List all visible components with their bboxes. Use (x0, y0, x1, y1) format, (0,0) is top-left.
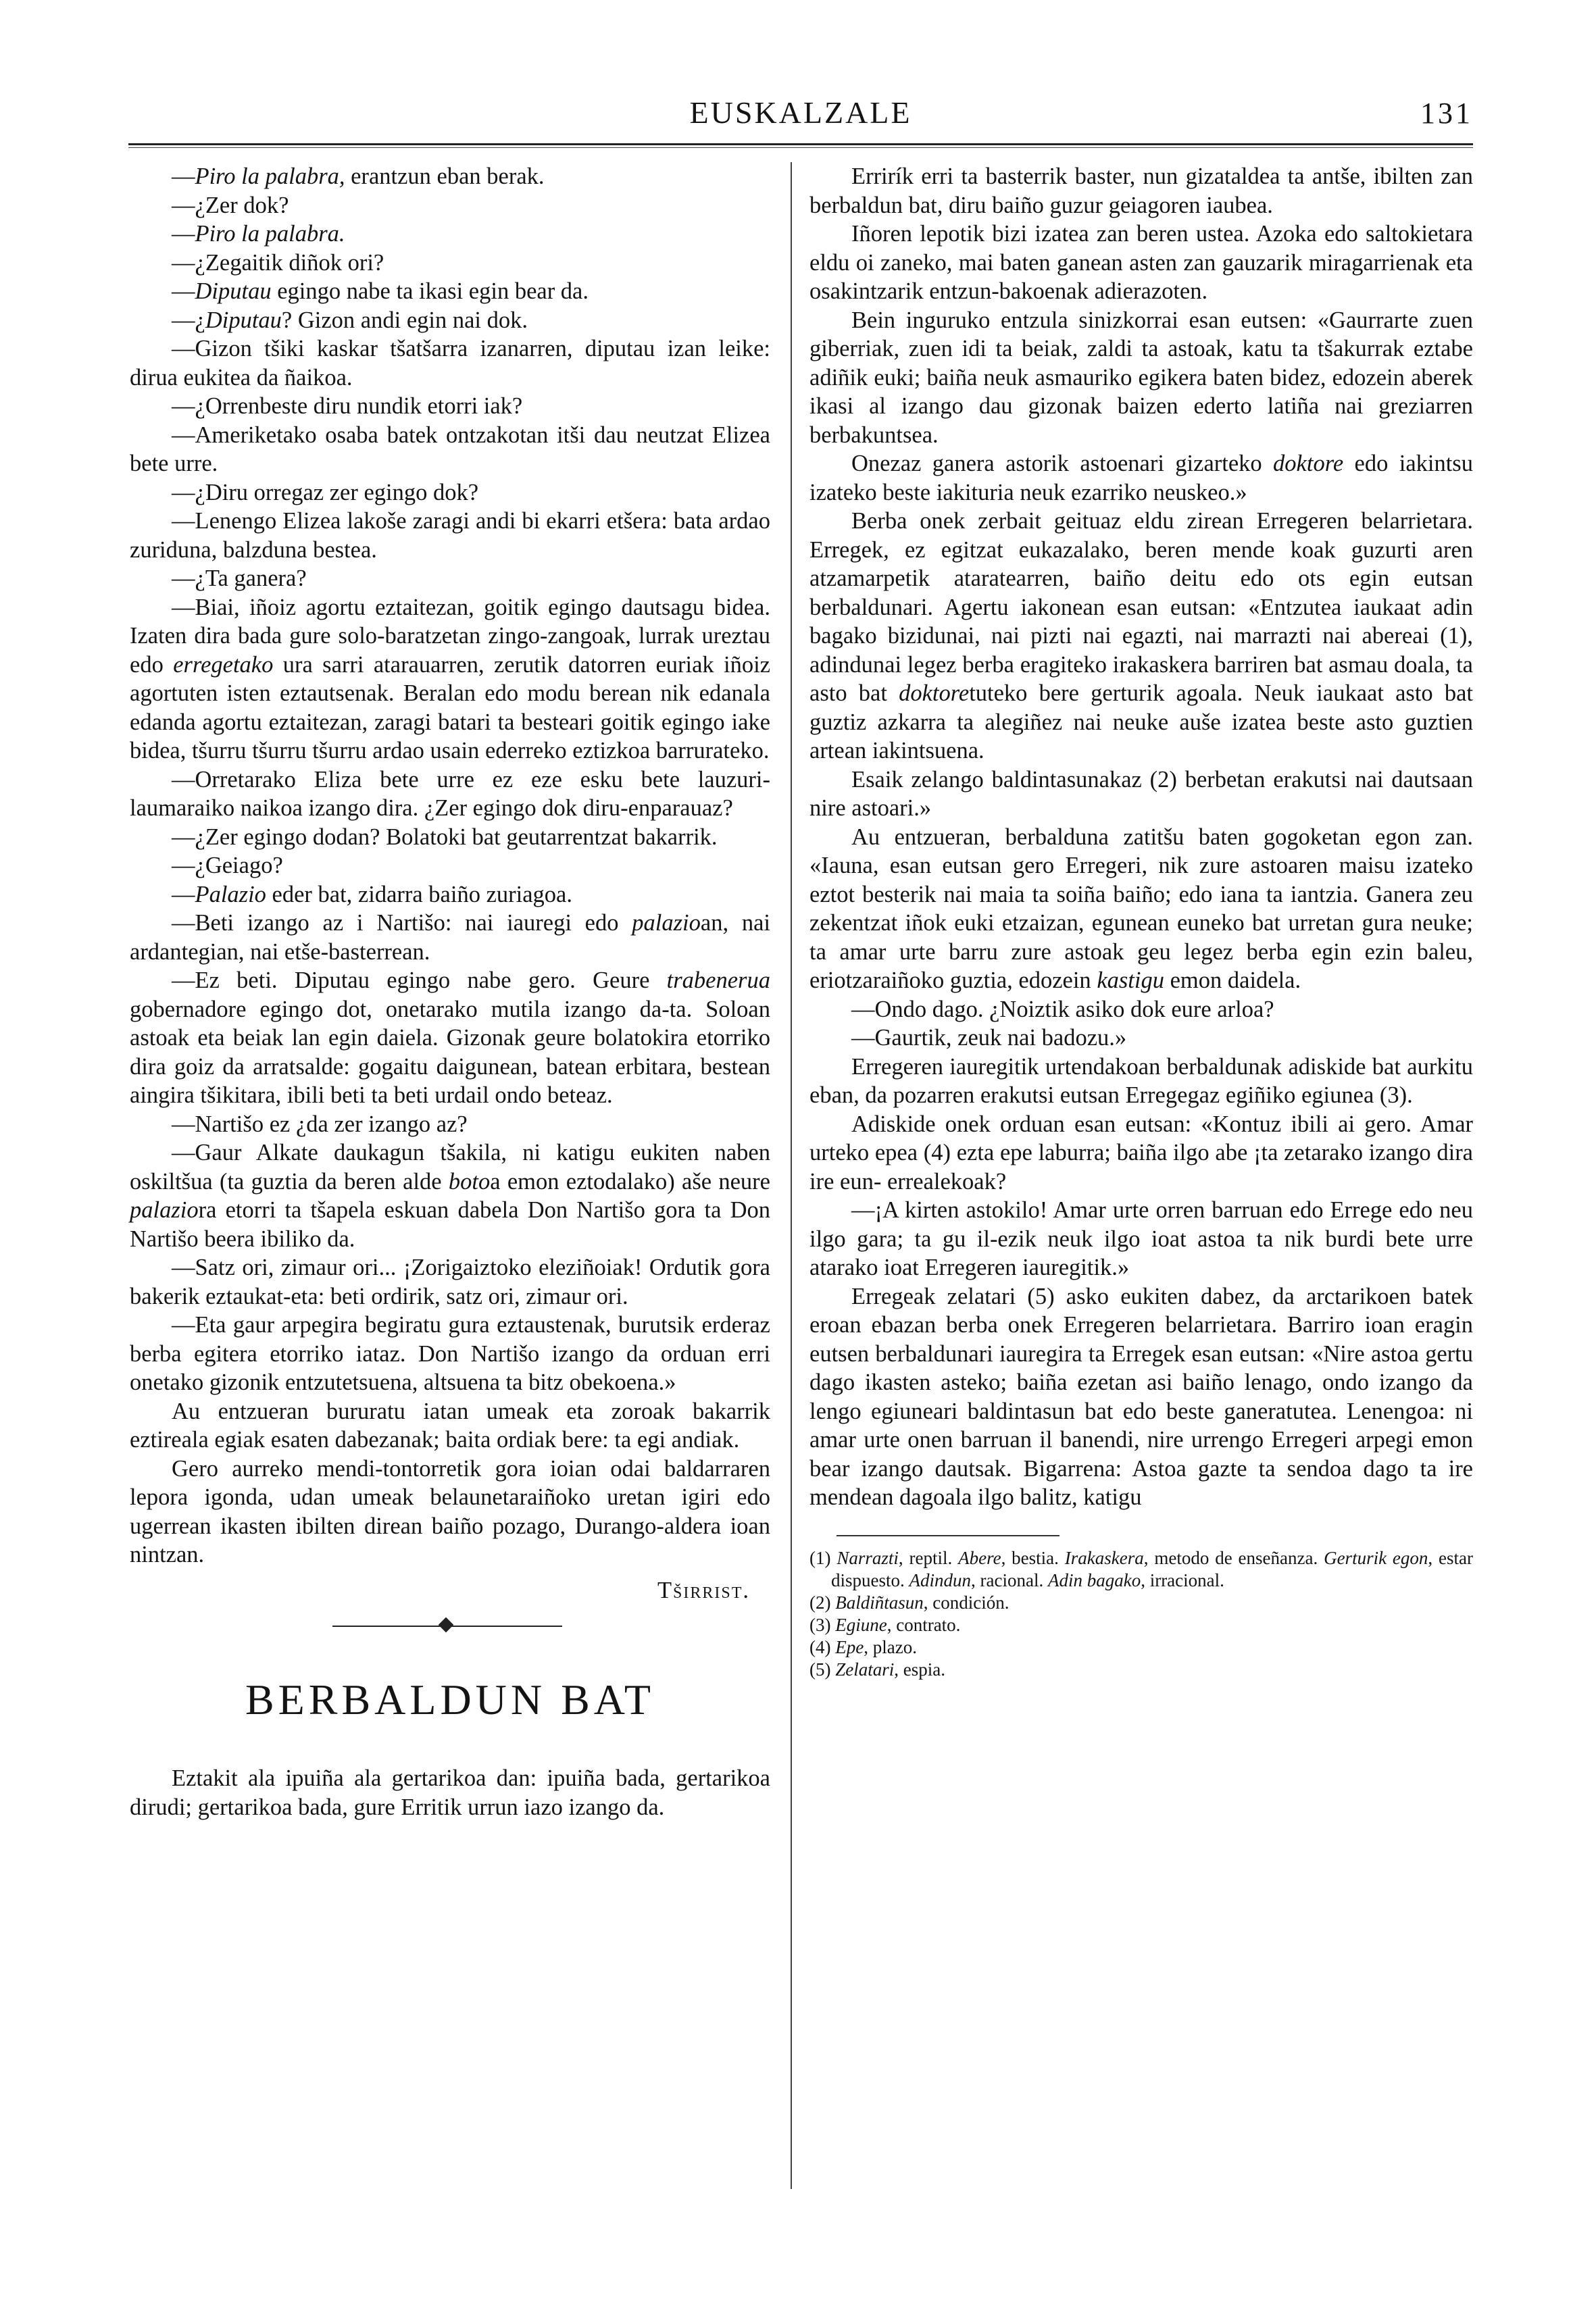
paragraph: —Satz ori, zimaur ori... ¡Zorigaiztoko eleziñoiak! Ordutik gora bakerik eztaukat-eta: beti ordirik, satz ori, zimaur ori. (130, 1255, 770, 1309)
paragraph: —Beti izango az i Nartišo: nai iauregi edo palazioan, nai ardantegian, nai etše-basterrean. (130, 910, 771, 965)
left-column-text (130, 162, 770, 1569)
right-column (809, 162, 1473, 1681)
paragraph: —Lenengo Elizea lakoše zaragi andi bi ekarri etšera: bata ardao zuriduna, balzduna bestea. (130, 508, 770, 563)
paragraph: Iñoren lepotik bizi izatea zan beren ustea. Azoka edo saltokietara eldu oi zaneko, mai baten ganean asten zan gauzarik miragarrienak eta osakintzarik entzun-bakoenak adierazoten. (809, 221, 1473, 304)
header-rule (128, 143, 1473, 145)
footnote: (4) Epe, plazo. (809, 1636, 917, 1657)
paragraph: —¿Zer dok? (172, 192, 289, 218)
paragraph: —Gizon tšiki kaskar tšatšarra izanarren, diputau izan leike: dirua eukitea da ñaikoa. (130, 336, 770, 391)
header-rule-thin (128, 147, 1473, 148)
footnote: (5) Zelatari, espia. (809, 1659, 945, 1680)
paragraph: —¿Geiago? (172, 853, 283, 878)
journal-title: EUSKALZALE (689, 95, 912, 130)
footnote: (2) Baldiñtasun, condición. (809, 1592, 1009, 1613)
paragraph: —Ameriketako osaba batek ontzakotan itši dau neutzat Elizea bete urre. (130, 422, 770, 476)
footnote: (3) Egiune, contrato. (809, 1614, 961, 1635)
paragraph: —Orretarako Eliza bete urre ez eze esku bete lauzuri-laumaraiko naikoa izango dira. ¿Zer egingo dok diru-enparauaz? (130, 766, 770, 821)
column-divider (791, 162, 792, 2189)
paragraph: Erregeak zelatari (5) asko eukiten dabez, da arctarikoen batek eroan ebazan berba onek Erregeren belarrietara. Barriro ioan eragin eutsen berbaldunari iauregira ta Erregek esan eutsan: «Nire astoa gertu dago ikasten asteko; baiña ezetan asi baiño lenago, ondo izango da lengo egiuneari baldintasun bat edo beste ganeratutea. Lenengoa: ni amar urte onen barruan il banendi, nire urrengo Erregeri arpegi emon bear izango dautsak. Bigarrena: Astoa gazte ta sendoa dago ta ire mendean dagoala ilgo balitz, katigu (809, 1283, 1473, 1510)
author-signature: Tširrist. (657, 1577, 750, 1603)
paragraph: —Ondo dago. ¿Noiztik asiko dok eure arloa? (851, 996, 1274, 1022)
paragraph: —Eta gaur arpegira begiratu gura eztaustenak, burutsik erderaz berba egitera etorriko iataz. Don Nartišo izango da orduan erri onetako gizonik entzutetsuena, altsuena ta bitz obekoena.» (130, 1312, 770, 1395)
paragraph: Erregeren iauregitik urtendakoan berbaldunak adiskide bat aurkitu eban, da pozarren erakutsi eutsan Erregegaz egiñiko egiunea (3). (809, 1053, 1473, 1108)
paragraph: Berba onek zerbait geituaz eldu zirean Erregeren belarrietara. Erregek, ez egitzat eukazalako, beren mende koak guzurti aren atzamarpetik ataratearren, baiño deitu edo ots egin eutsan berbaldunari. Agertu iakonean esan eutsan: «Entzutea iaukaat adin bagako bizidunai, nai pizti nai egazti, nai marrazti nai abereai (1), adindunai legez berba eragiteko irakaskera barriren bat asmau doala, ta asto bat doktoretuteko bere gerturik agoala. Neuk iaukaat asto bat guztiz azkarra ta alegiñez nai neuke auše izatea beste asto guztien artean iakintsuena. (809, 508, 1473, 763)
paragraph: —Biai, iñoiz agortu eztaitezan, goitik egingo dautsagu bidea. Izaten dira bada gure solo-baratzetan zingo-zangoak, lurrak ureztau edo erregetako ura sarri atarauarren, zerutik datorren euriak iñoiz agortuten isten eztautsenak. Beralan edo modu berean nik edanala edanda agortu eztaitezan, zaragi batari ta besteari goitik egingo iake bidea, tšurru tšurru tšurru ardao usain ederreko eztizkoa barrurateko. (130, 594, 770, 763)
paragraph: —¿Ta ganera? (172, 565, 307, 591)
paragraph: Errirík erri ta basterrik baster, nun gizataldea ta antše, ibilten zan berbaldun bat, diru baiño guzur geiagoren iaubea. (809, 164, 1473, 218)
paragraph: Gero aurreko mendi-tontorretik gora ioian odai baldarraren lepora igonda, udan umeak belaunetaraiñoko uretan igiri edo ugerrean ikasten ibilten direan baiño pozago, Durango-aldera ioan nintzan. (130, 1455, 770, 1567)
section-text (130, 1764, 770, 1821)
paragraph: —¡A kirten astokilo! Amar urte orren barruan edo Errege edo neu ilgo gara; ta gu il-ezik neuk ilgo ioat astoa ta nik burdi bete urre atarako ioat Erregeren iauregitik.» (809, 1197, 1473, 1280)
paragraph: —¿Zegaitik diñok ori? (172, 249, 384, 276)
left-column (130, 162, 770, 1821)
paragraph: Adiskide onek orduan esan eutsan: «Kontuz ibili ai gero. Amar urteko epea (4) ezta epe laburra; baiña ilgo abe ¡ta zetarako izango dira ire eun- errealekoak? (809, 1111, 1473, 1194)
section-title: BERBALDUN BAT (245, 1676, 655, 1724)
paragraph: Bein inguruko entzula sinizkorrai esan eutsen: «Gaurrarte zuen giberriak, zuen idi ta beiak, zaldi ta astoak, katu ta tšakurrak eztabe adiñik euki; baiña neuk asmauriko egikera baten bidez, edozein aberek ikasi al izango dau gizonak baizen ederto latiña nai greziarren berbakuntsea. (809, 307, 1473, 448)
paragraph: —Gaurtik, zeuk nai badozu.» (851, 1025, 1127, 1051)
footnote: (1) Narrazti, reptil. Abere, bestia. Irakaskera, metodo de enseñanza. Gerturik egon, estar dispuesto. Adindun, racional. Adin bagako, irracional. (809, 1547, 1474, 1590)
paragraph: —¿Orrenbeste diru nundik etorri iak? (172, 393, 523, 419)
section-ornament (130, 1613, 770, 1640)
paragraph: —¿Zer egingo dodan? Bolatoki bat geutarrentzat bakarrik. (172, 824, 718, 850)
diamond-icon (439, 1617, 454, 1633)
paragraph: —Diputau egingo nabe ta ikasi egin bear da. (172, 278, 589, 304)
running-head (128, 95, 1473, 142)
paragraph: —Piro la palabra. (172, 221, 345, 247)
right-column-text (809, 162, 1473, 1512)
paragraph: —Gaur Alkate daukagun tšakila, ni katigu eukiten naben oskiltšua (ta guztia da beren alde botoa emon eztodalako) aše neure palaziora etorri ta tšapela eskuan dabela Don Nartišo gora ta Don Nartišo beera ibiliko da. (130, 1140, 770, 1252)
paragraph: —Nartišo ez ¿da zer izango az? (172, 1111, 468, 1137)
paragraph: Au entzueran bururatu iatan umeak eta zoroak bakarrik eztireala egiak esaten dabezanak; baita ordiak bere: ta egi andiak. (130, 1398, 770, 1453)
footnotes-rule (837, 1535, 1059, 1536)
paragraph: —Palazio eder bat, zidarra baiño zuriagoa. (172, 881, 572, 907)
paragraph: —Piro la palabra, erantzun eban berak. (172, 164, 545, 189)
paragraph: Eztakit ala ipuiña ala gertarikoa dan: ipuiña bada, gertarikoa dirudi; gertarikoa bada, gure Erritik urrun iazo izango da. (130, 1765, 770, 1820)
paragraph: Esaik zelango baldintasunakaz (2) berbetan erakutsi nai dautsaan nire astoari.» (809, 766, 1473, 821)
paragraph: —¿Diputau? Gizon andi egin nai dok. (172, 307, 528, 333)
paragraph: —¿Diru orregaz zer egingo dok? (172, 479, 479, 505)
footnotes (809, 1547, 1473, 1681)
paragraph: —Ez beti. Diputau egingo nabe gero. Geure trabenerua gobernadore egingo dot, onetarako mutila izango da-ta. Soloan astoak eta beiak lan egin daiela. Gizonak geure bolatokira etorriko dira goiz da arratsalde: gogaitu daigunean, batean erbitara, bestean aingira tšikitara, ibili beti ta beti urdail ondo beteaz. (130, 967, 770, 1108)
paragraph: Onezaz ganera astorik astoenari gizarteko doktore edo iakintsu izateko beste iakituria neuk ezarriko neuskeo.» (809, 451, 1473, 505)
paragraph: Au entzueran, berbalduna zatitšu baten gogoketan egon zan. «Iauna, esan eutsan gero Erregeri, nik zure astoaren maisu izateko eztot besterik nai maia ta soiña baiño; edo iana ta iantzia. Ganera zeu zekentzat iñok euki etzaizan, egunean euneko bat urretan gura neuke; ta amar urte barru zure astoak geu legez berba egin ezin baleu, eriotzaraiñoko guztia, edozein kastigu emon daidela. (809, 824, 1473, 993)
page-number: 131 (1420, 97, 1473, 130)
